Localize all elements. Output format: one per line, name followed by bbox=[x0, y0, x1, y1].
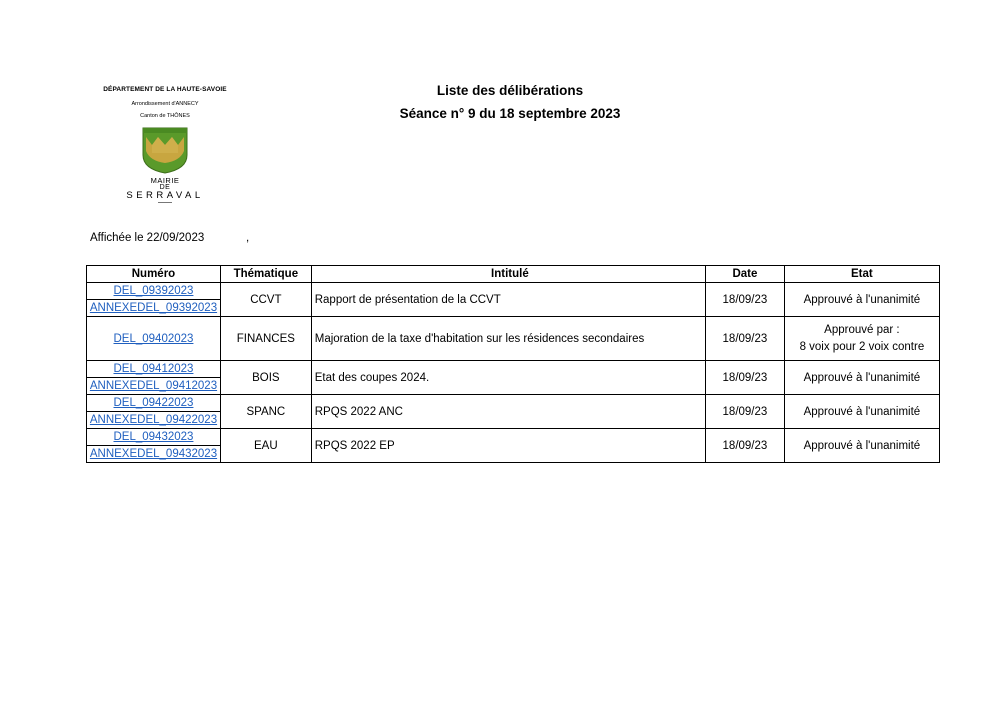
header-numero: Numéro bbox=[87, 266, 221, 283]
etat-cell: Approuvé à l'unanimité bbox=[784, 429, 939, 463]
department-label: DÉPARTEMENT DE LA HAUTE-SAVOIE bbox=[103, 86, 227, 93]
numero-cell bbox=[87, 317, 221, 361]
header-etat: Etat bbox=[784, 266, 939, 283]
etat-cell: Approuvé à l'unanimité bbox=[784, 395, 939, 429]
numero-cell bbox=[87, 378, 221, 395]
deliberation-link[interactable]: DEL_09412023 bbox=[113, 363, 194, 375]
deliberation-link[interactable]: DEL_09422023 bbox=[113, 397, 194, 409]
date-cell: 18/09/23 bbox=[706, 429, 785, 463]
numero-cell bbox=[87, 395, 221, 412]
date-cell: 18/09/23 bbox=[706, 361, 785, 395]
date-cell: 18/09/23 bbox=[706, 283, 785, 317]
canton-label: Canton de THÔNES bbox=[140, 113, 190, 119]
document-title: Liste des délibérations bbox=[436, 83, 584, 98]
thematique-cell: EAU bbox=[220, 429, 311, 463]
thematique-cell: FINANCES bbox=[220, 317, 311, 361]
intitule-cell: Majoration de la taxe d'habitation sur les résidences secondaires bbox=[311, 317, 705, 361]
date-cell: 18/09/23 bbox=[706, 395, 785, 429]
intitule-cell: Etat des coupes 2024. bbox=[311, 361, 705, 395]
annex-link[interactable]: ANNEXEDEL_09432023 bbox=[89, 448, 218, 460]
town-label: SERRAVAL bbox=[126, 190, 204, 201]
header-thematique: Thématique bbox=[220, 266, 311, 283]
coat-of-arms-icon bbox=[140, 125, 190, 175]
intitule-cell: RPQS 2022 EP bbox=[311, 429, 705, 463]
numero-cell bbox=[87, 446, 221, 463]
intitule-cell: Rapport de présentation de la CCVT bbox=[311, 283, 705, 317]
date-cell: 18/09/23 bbox=[706, 317, 785, 361]
etat-cell: Approuvé à l'unanimité bbox=[784, 283, 939, 317]
numero-cell bbox=[87, 429, 221, 446]
deliberation-link[interactable]: DEL_09402023 bbox=[113, 332, 194, 345]
posting-date: Affichée le 22/09/2023 bbox=[90, 232, 205, 244]
table-row bbox=[87, 395, 940, 412]
mairie-label: MAIRIE bbox=[150, 176, 180, 185]
etat-cell bbox=[784, 317, 939, 361]
thematique-cell: CCVT bbox=[220, 283, 311, 317]
header-intitule: Intitulé bbox=[311, 266, 705, 283]
thematique-cell: BOIS bbox=[220, 361, 311, 395]
etat-line: Approuvé par : bbox=[824, 323, 900, 336]
deliberation-link[interactable]: DEL_09432023 bbox=[113, 431, 194, 443]
annex-link[interactable]: ANNEXEDEL_09412023 bbox=[89, 380, 218, 392]
table-row bbox=[87, 283, 940, 300]
table-row bbox=[87, 317, 940, 361]
etat-vote-count: 8 voix pour 2 voix contre bbox=[799, 340, 925, 353]
intitule-cell: RPQS 2022 ANC bbox=[311, 395, 705, 429]
posting-mark: , bbox=[246, 232, 250, 244]
etat-cell: Approuvé à l'unanimité bbox=[784, 361, 939, 395]
session-title: Séance n° 9 du 18 septembre 2023 bbox=[399, 106, 621, 121]
commune-logo bbox=[100, 86, 230, 203]
arrondissement-label: Arrondissement d'ANNECY bbox=[131, 101, 199, 107]
divider bbox=[158, 202, 172, 203]
table-row bbox=[87, 361, 940, 378]
de-label: DE bbox=[159, 184, 171, 191]
deliberations-table bbox=[86, 265, 940, 463]
numero-cell bbox=[87, 361, 221, 378]
numero-cell bbox=[87, 412, 221, 429]
annex-link[interactable]: ANNEXEDEL_09392023 bbox=[89, 302, 218, 314]
numero-cell bbox=[87, 283, 221, 300]
table-row bbox=[87, 429, 940, 446]
deliberation-link[interactable]: DEL_09392023 bbox=[113, 285, 194, 297]
annex-link[interactable]: ANNEXEDEL_09422023 bbox=[89, 414, 218, 426]
header-date: Date bbox=[706, 266, 785, 283]
thematique-cell: SPANC bbox=[220, 395, 311, 429]
table-header-row bbox=[87, 266, 940, 283]
numero-cell bbox=[87, 300, 221, 317]
